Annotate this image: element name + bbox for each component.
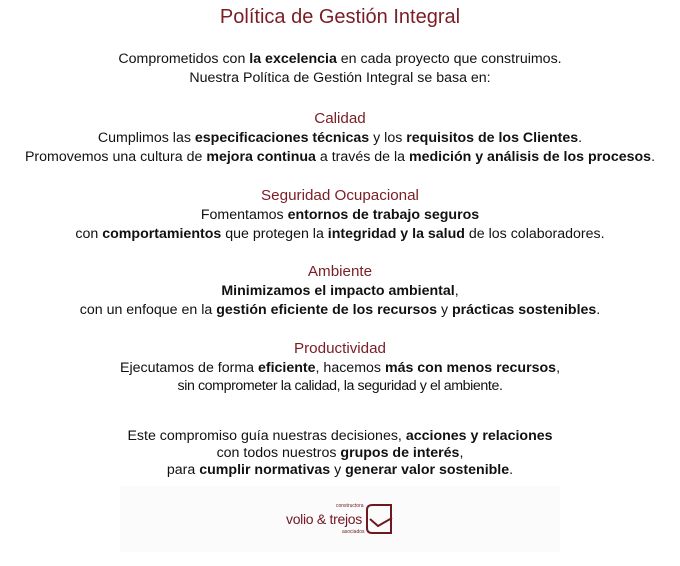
calidad-line-2: Promovemos una cultura de mejora continua a través de la medición y análisis de los procesos. bbox=[24, 149, 656, 165]
intro-line-1: Comprometidos con la excelencia en cada proyecto que construimos. bbox=[118, 51, 562, 67]
ambiente-line-1: Minimizamos el impacto ambiental, bbox=[221, 283, 459, 299]
closing-line-2: con todos nuestros grupos de interés, bbox=[216, 445, 464, 461]
productividad-line-2: sin comprometer la calidad, la seguridad y el ambiente. bbox=[177, 378, 503, 394]
company-logo bbox=[286, 500, 396, 540]
section-heading-calidad: Calidad bbox=[314, 110, 366, 127]
intro-line-2: Nuestra Política de Gestión Integral se basa en: bbox=[189, 70, 491, 86]
ambiente-line-2: con un enfoque en la gestión eficiente de los recursos y prácticas sostenibles. bbox=[79, 302, 601, 318]
logo-bottom-text: asociados bbox=[342, 529, 365, 535]
logo-mark-icon bbox=[364, 502, 394, 536]
productividad-line-1: Ejecutamos de forma eficiente, hacemos más con menos recursos, bbox=[119, 360, 561, 376]
seguridad-line-2: con comportamientos que protegen la integridad y la salud de los colaboradores. bbox=[75, 226, 605, 242]
closing-line-1: Este compromiso guía nuestras decisiones, acciones y relaciones bbox=[127, 428, 553, 444]
closing-line-3: para cumplir normativas y generar valor sostenible. bbox=[166, 462, 514, 478]
calidad-line-1: Cumplimos las especificaciones técnicas y los requisitos de los Clientes. bbox=[97, 130, 583, 146]
seguridad-line-1: Fomentamos entornos de trabajo seguros bbox=[200, 207, 480, 223]
section-heading-ambiente: Ambiente bbox=[307, 263, 373, 280]
logo-main-text: volio & trejos bbox=[286, 511, 362, 527]
section-heading-productividad: Productividad bbox=[293, 340, 387, 357]
section-heading-seguridad: Seguridad Ocupacional bbox=[261, 187, 419, 204]
page-title: Política de Gestión Integral bbox=[219, 6, 461, 28]
logo-top-text: constructora bbox=[336, 503, 364, 509]
